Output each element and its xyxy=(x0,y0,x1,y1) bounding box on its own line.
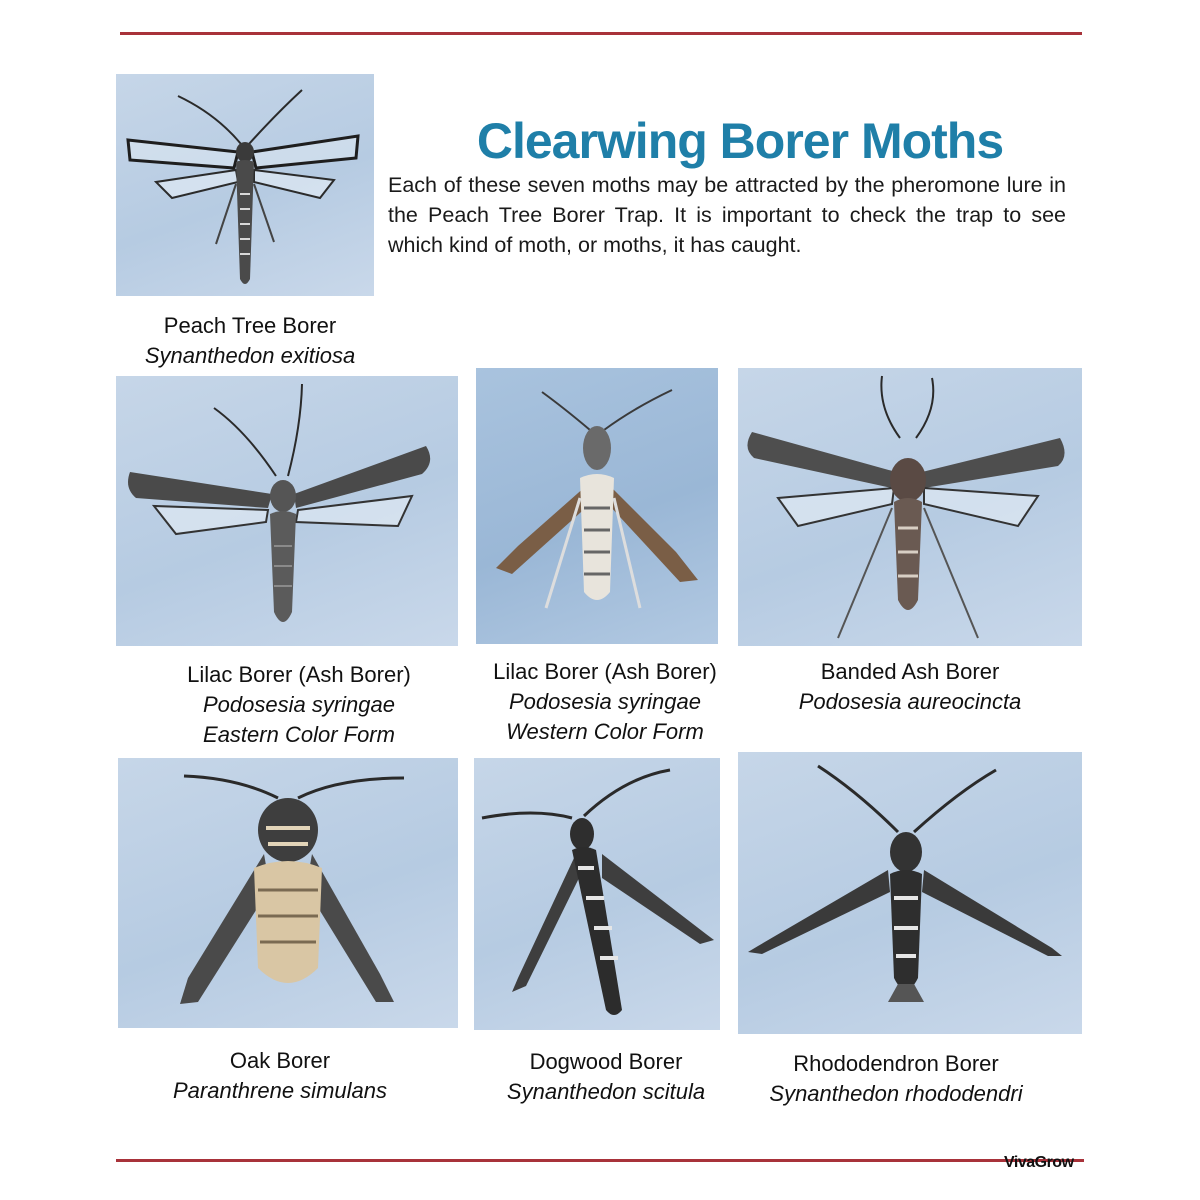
caption-oak-borer xyxy=(130,1046,430,1106)
moth-photo-rhododendron-borer xyxy=(738,752,1082,1034)
scientific-name: Podosesia aureocincta xyxy=(798,689,1022,714)
common-name: Oak Borer xyxy=(229,1048,331,1073)
bottom-divider xyxy=(116,1159,1084,1162)
page-title: Clearwing Borer Moths xyxy=(476,113,1004,169)
brand-label: VivaGrow xyxy=(1004,1154,1074,1171)
moth-photo-lilac-borer-western xyxy=(476,368,718,644)
scientific-name: Podosesia syringae xyxy=(508,689,701,714)
caption-rhododendron-borer xyxy=(746,1049,1046,1109)
scientific-name: Synanthedon exitiosa xyxy=(144,343,356,368)
caption-banded-ash-borer xyxy=(760,657,1060,717)
common-name: Dogwood Borer xyxy=(529,1049,683,1074)
color-form: Eastern Color Form xyxy=(203,722,395,747)
scientific-name: Synanthedon scitula xyxy=(506,1079,706,1104)
scientific-name: Paranthrene simulans xyxy=(172,1078,387,1103)
moth-photo-oak-borer xyxy=(118,758,458,1028)
intro-paragraph: Each of these seven moths may be attracted by the pheromone lure in the Peach Tree Borer Trap. It is important to check the trap to see which kind of moth, or moths, it has caught. xyxy=(388,173,1066,257)
common-name: Rhododendron Borer xyxy=(793,1051,999,1076)
scientific-name: Synanthedon rhododendri xyxy=(769,1081,1023,1106)
scientific-name: Podosesia syringae xyxy=(202,692,395,717)
moth-photo-peach-tree-borer xyxy=(116,74,374,296)
color-form: Western Color Form xyxy=(506,719,704,744)
common-name: Peach Tree Borer xyxy=(163,313,337,338)
caption-lilac-borer-western xyxy=(456,657,754,747)
moth-photo-banded-ash-borer xyxy=(738,368,1082,646)
moth-photo-lilac-borer-eastern xyxy=(116,376,458,646)
common-name: Lilac Borer (Ash Borer) xyxy=(187,662,411,687)
moth-photo-dogwood-borer xyxy=(474,758,720,1030)
caption-dogwood-borer xyxy=(456,1047,756,1107)
common-name: Lilac Borer (Ash Borer) xyxy=(493,659,717,684)
caption-lilac-borer-eastern xyxy=(150,660,448,750)
common-name: Banded Ash Borer xyxy=(820,659,1000,684)
top-divider xyxy=(120,32,1082,35)
caption-peach-tree-borer xyxy=(120,311,380,371)
